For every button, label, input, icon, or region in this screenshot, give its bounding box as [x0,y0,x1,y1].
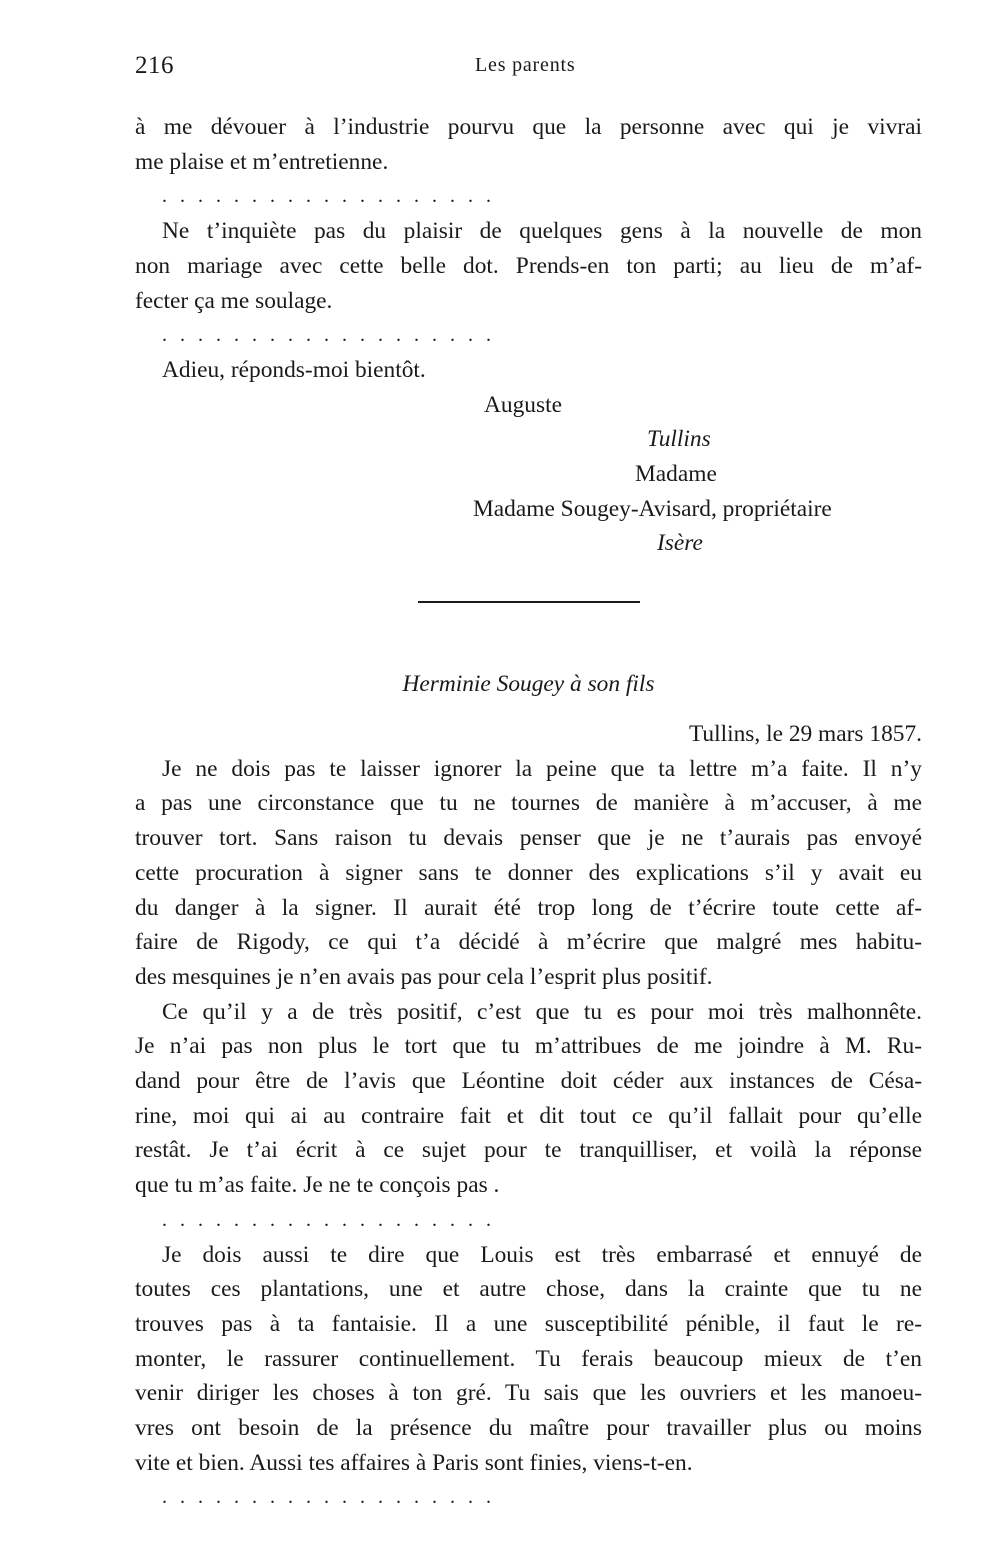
page-header [135,52,922,88]
text-line: a pas une circonstance que tu ne tournes de manière à m’accuser, à me [135,790,922,817]
text-line: trouver tort. Sans raison tu devais penser que je ne t’aurais pas envoyé [135,825,922,852]
closing-line: Adieu, réponds-moi bientôt. [162,356,426,383]
address-salutation: Madame [635,460,717,487]
ellipsis: . . . . . . . . . . . . . . . . . . . [162,1208,495,1231]
body-text [135,110,922,1515]
address-department: Isère [657,530,703,557]
text-line: que tu m’as faite. Je ne te conçois pas . [135,1172,500,1199]
address-town: Tullins [647,426,711,453]
text-line: toutes ces plantations, une et autre chose, dans la crainte que tu ne [135,1276,922,1303]
text-line: à me dévouer à l’industrie pourvu que la personne avec qui je vivrai [135,114,922,140]
dateline: Tullins, le 29 mars 1857. [688,721,922,748]
address-recipient-line [135,492,922,527]
text-line: fecter ça me soulage. [135,287,333,314]
signature-line [135,388,922,423]
letter-title: Herminie Sougey à son fils [402,671,655,698]
text-line: restât. Je t’ai écrit à ce sujet pour te tranquilliser, et voilà la réponse [135,1137,922,1164]
text-line: rine, moi qui ai au contraire fait et dit tout ce qu’il fallait pour qu’elle [135,1102,922,1129]
ellipsis: . . . . . . . . . . . . . . . . . . . [162,1486,495,1509]
ellipsis: . . . . . . . . . . . . . . . . . . . [162,185,495,208]
text-line: du danger à la signer. Il aurait été trop long de t’écrire toute cette af- [135,894,922,921]
text-line: des mesquines je n’en avais pas pour cela l’esprit plus positif. [135,963,713,990]
text-line: faire de Rigody, ce qui t’a décidé à m’écrire que malgré mes habitu- [135,929,922,956]
text-line: trouves pas à ta fantaisie. Il a une susceptibilité pénible, il faut le re- [135,1310,922,1337]
text-line: me plaise et m’entretienne. [135,148,389,175]
ellipsis: . . . . . . . . . . . . . . . . . . . [162,324,495,347]
text-line: Je n’ai pas non plus le tort que tu m’attribues de me joindre à M. Ru- [135,1033,922,1060]
address-recipient: Madame Sougey-Avisard, propriétaire [473,495,832,522]
text-line: Ce qu’il y a de très positif, c’est que tu es pour moi très malhonnête. [162,998,922,1025]
text-line: Je ne dois pas te laisser ignorer la peine que ta lettre m’a faite. Il n’y [162,755,922,782]
address-department-line [135,526,922,561]
text-line: Ne t’inquiète pas du plaisir de quelques gens à la nouvelle de mon [162,218,922,245]
text-line: venir diriger les choses à ton gré. Tu sais que les ouvriers et les manoeu- [135,1380,922,1407]
section-divider [135,561,922,667]
text-line: dand pour être de l’avis que Léontine doit céder aux instances de Césa- [135,1068,922,1095]
text-line: non mariage avec cette belle dot. Prends-en ton parti; au lieu de m’af- [135,252,922,279]
text-line: vite et bien. Aussi tes affaires à Paris sont finies, viens-t-en. [135,1449,693,1476]
running-title: Les parents [475,54,576,76]
horizontal-rule [418,601,640,603]
signature: Auguste [484,391,562,418]
address-town-line [135,422,922,457]
text-line: monter, le rassurer continuellement. Tu ferais beaucoup mieux de t’en [135,1345,922,1372]
text-line: Je dois aussi te dire que Louis est très embarrasé et ennuyé de [162,1241,922,1268]
text-line: cette procuration à signer sans te donner des explications s’il y avait eu [135,859,922,886]
text-line: vres ont besoin de la présence du maître pour travailler plus ou moins [135,1415,922,1442]
page-number: 216 [135,52,174,79]
address-salutation-line [135,457,922,492]
